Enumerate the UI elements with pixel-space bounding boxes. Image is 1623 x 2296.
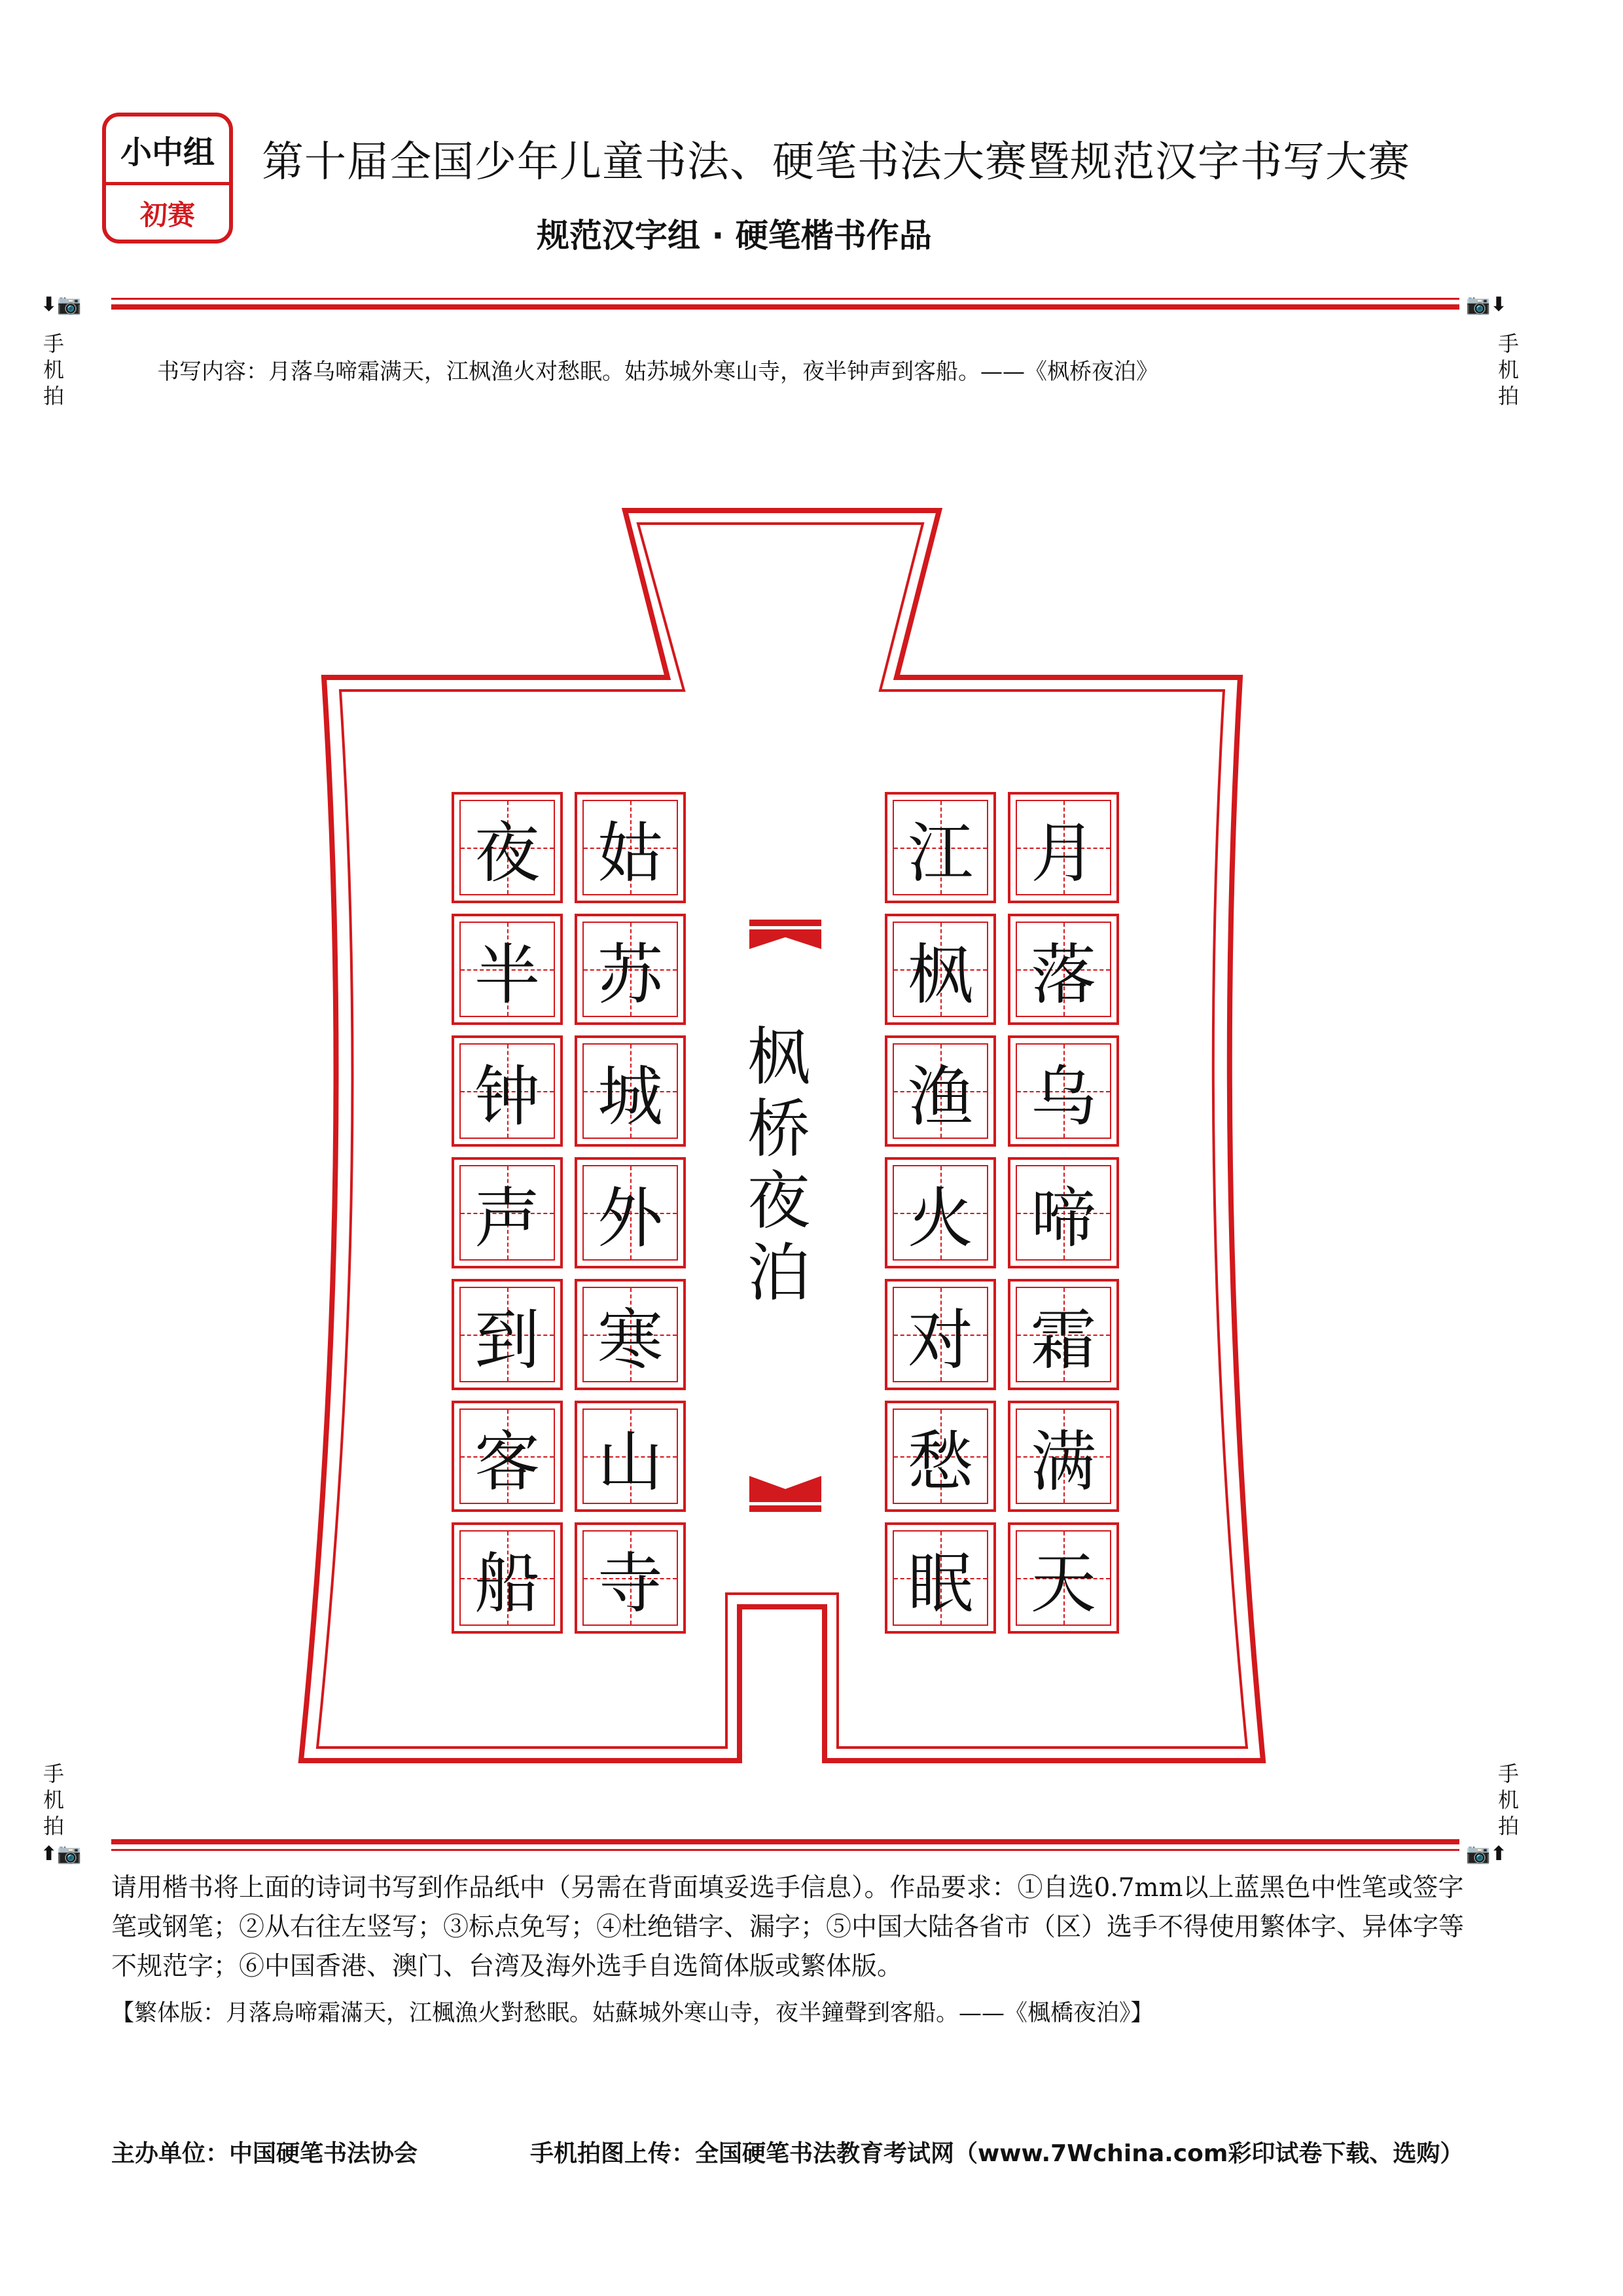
requirements-text: 请用楷书将上面的诗词书写到作品纸中（另需在背面填妥选手信息）。作品要求：①自选0.7mm以上蓝黑色中性笔或签字笔或钢笔；②从右往左竖写；③标点免写；④杜绝错字、漏字；⑤中国大陆各省市（区）选手不得使用繁体字、异体字等不规范字；⑥中国香港、澳门、台湾及海外选手自选简体版或繁体版。 (111, 1873, 1465, 1981)
grid-cell (452, 1157, 563, 1268)
camera-icon: 📷 (57, 1842, 82, 1865)
poem-character: 月 (1031, 815, 1096, 891)
photo-label-top-left: 手机拍 (43, 331, 64, 408)
grid-cell (575, 1522, 686, 1634)
poem-title-char: 泊 (747, 1236, 810, 1310)
red-chevron-ornament-top (749, 920, 821, 949)
grid-cell (1008, 1035, 1119, 1147)
badge-round-label: 初赛 (139, 198, 195, 231)
poem-character: 半 (474, 937, 540, 1013)
grid-cell (575, 1035, 686, 1147)
grid-cell (1008, 1401, 1119, 1512)
poem-character: 霜 (1031, 1302, 1096, 1378)
bottom-rule-thick (111, 1839, 1459, 1844)
competition-title: 第十届全国少年儿童书法、硬笔书法大赛暨规范汉字书写大赛 (262, 138, 1410, 187)
camera-icon: 📷 (1466, 293, 1491, 316)
grid-cell (575, 1157, 686, 1268)
bottom-rule-thin (111, 1849, 1459, 1851)
poem-character: 船 (474, 1545, 540, 1622)
poem-character: 声 (474, 1180, 540, 1257)
poem-character: 外 (597, 1180, 663, 1257)
grid-cell (452, 1279, 563, 1390)
grid-cell (1008, 1522, 1119, 1634)
poem-character: 眠 (908, 1545, 973, 1622)
poem-character: 天 (1031, 1545, 1096, 1622)
poem-character: 寒 (597, 1302, 663, 1378)
poem-title-char: 桥 (747, 1092, 810, 1166)
photo-label-bottom-left: 手机拍 (43, 1761, 64, 1839)
red-chevron-ornament-bottom (749, 1476, 821, 1512)
arrow-up-icon: ⬆ (41, 1842, 58, 1865)
footer-organizer: 主办单位：中国硬笔书法协会 (111, 2140, 418, 2167)
poem-character: 渔 (908, 1058, 973, 1135)
poem-character: 对 (908, 1302, 973, 1378)
grid-cell (452, 1401, 563, 1512)
poem-character: 城 (597, 1058, 663, 1135)
poem-title-char: 枫 (747, 1020, 810, 1094)
poem-title-vertical (733, 1021, 825, 1309)
grid-cell (885, 914, 996, 1025)
arrow-up-icon: ⬆ (1490, 1842, 1507, 1865)
poem-character: 山 (597, 1424, 663, 1500)
poem-character: 到 (474, 1302, 540, 1378)
footer-upload-info: 手机拍图上传：全国硬笔书法教育考试网（www.7Wchina.com彩印试卷下载、选购） (530, 2140, 1464, 2167)
poem-character: 枫 (908, 937, 973, 1013)
grid-cell (575, 1279, 686, 1390)
poem-character: 落 (1031, 937, 1096, 1013)
grid-cell (452, 1035, 563, 1147)
photo-label-bottom-right: 手机拍 (1497, 1761, 1519, 1839)
grid-cell (885, 1157, 996, 1268)
grid-cell (575, 1401, 686, 1512)
grid-cell (575, 914, 686, 1025)
grid-cell (885, 792, 996, 903)
poem-character: 钟 (474, 1058, 540, 1135)
arrow-down-icon: ⬇ (41, 293, 58, 316)
poem-character: 啼 (1031, 1180, 1096, 1257)
poem-character: 江 (908, 815, 973, 891)
grid-cell (1008, 1279, 1119, 1390)
poem-character: 愁 (908, 1424, 973, 1500)
camera-icon: 📷 (1466, 1842, 1491, 1865)
poem-character: 客 (474, 1424, 540, 1500)
photo-marker-bottom-left (41, 1842, 82, 1865)
photo-label-top-right: 手机拍 (1497, 331, 1519, 408)
grid-cell (885, 1035, 996, 1147)
grid-cell (885, 1522, 996, 1634)
grid-cell (885, 1401, 996, 1512)
competition-subtitle: 规范汉字组 · 硬笔楷书作品 (537, 217, 932, 255)
poem-title-char: 夜 (747, 1164, 810, 1238)
poem-character: 姑 (597, 815, 663, 891)
poem-character: 满 (1031, 1424, 1096, 1500)
grid-cell (885, 1279, 996, 1390)
traditional-version-text: 【繁体版：月落烏啼霜滿天，江楓漁火對愁眠。姑蘇城外寒山寺，夜半鐘聲到客船。——《楓橋夜泊》】 (111, 2000, 1154, 2026)
poem-character: 乌 (1031, 1058, 1096, 1135)
poem-character: 苏 (597, 937, 663, 1013)
grid-cell (575, 792, 686, 903)
grid-cell (1008, 792, 1119, 903)
grid-cell (1008, 1157, 1119, 1268)
grid-cell (1008, 914, 1119, 1025)
poem-character: 夜 (474, 815, 540, 891)
grid-cell (452, 914, 563, 1025)
arrow-down-icon: ⬇ (1490, 293, 1507, 316)
badge-group-label: 小中组 (106, 117, 229, 185)
poem-character: 寺 (597, 1545, 663, 1622)
grid-cell (452, 792, 563, 903)
photo-marker-bottom-right (1466, 1842, 1507, 1865)
writing-content-line: 书写内容：月落乌啼霜满天，江枫渔火对愁眠。姑苏城外寒山寺，夜半钟声到客船。——《枫桥夜泊》 (157, 359, 1158, 385)
poem-character: 火 (908, 1180, 973, 1257)
camera-icon: 📷 (57, 293, 82, 316)
grid-cell (452, 1522, 563, 1634)
